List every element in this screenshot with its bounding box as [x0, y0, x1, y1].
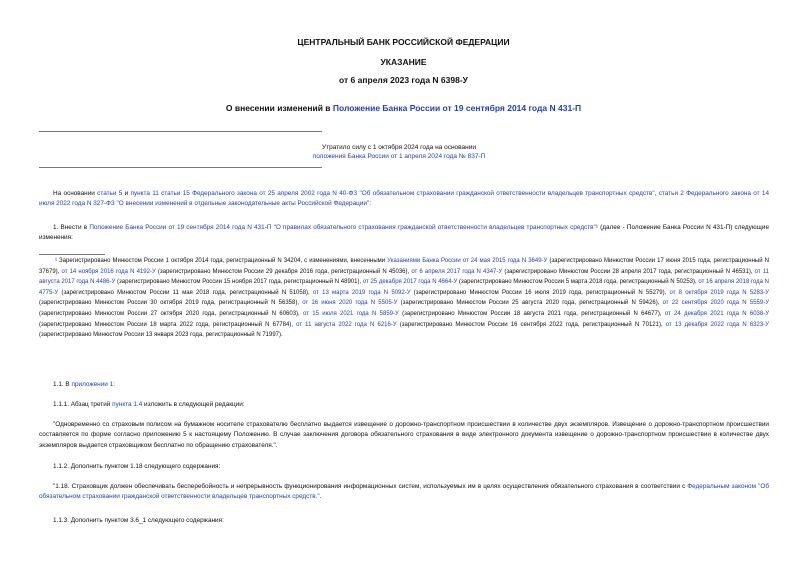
text: (зарегистрировано Минюстом России 28 апреля 2017 года, регистрационный N 46531),: [502, 268, 755, 275]
act-link[interactable]: от 11 августа 2017 года N 4486-У: [39, 268, 769, 286]
act-link[interactable]: от 6 апреля 2017 года N 4347-У: [411, 268, 503, 275]
preamble-paragraph: [39, 189, 769, 210]
paragraph-1: [39, 223, 769, 244]
text: На основании: [53, 190, 98, 197]
appendix-link[interactable]: приложении 1: [71, 381, 114, 388]
act-link[interactable]: от 22 сентября 2020 года N 5559-У: [662, 300, 770, 307]
text: (зарегистрировано Минюстом России 11 мая 2018 года, регистрационный N 51058),: [58, 289, 313, 296]
act-link[interactable]: от 8 октября 2019 года N 5283-У: [669, 289, 769, 296]
text: (зарегистрировано Минюстом России 16 сентября 2022 года, регистрационный N 70121),: [396, 321, 666, 328]
text: 1. Внести в: [53, 224, 90, 231]
text: (зарегистрировано Минюстом России 15 ноября 2017 года, регистрационный N 48901),: [115, 279, 363, 286]
act-link[interactable]: Указаниями Банка России от 24 мая 2015 года N 3649-У: [387, 258, 548, 264]
text: :: [113, 381, 115, 388]
regulation-link[interactable]: Положение Банка России от 19 сентября 2014 года N 431-П "О правилах обязательного страхования гражданской ответственности владельцев транспортных средств": [89, 224, 596, 231]
footnote-1: [39, 256, 769, 341]
status-note: [39, 143, 759, 161]
law-link[interactable]: Федеральным законом "Об обязательном страховании гражданской ответственности владельцев транспортных средств.": [39, 483, 769, 501]
paragraph-1-1-2: 1.1.2. Дополнить пунктом 1.18 следующего содержания:: [53, 463, 221, 470]
paragraph-1-1: [39, 380, 769, 390]
act-link[interactable]: от 16 апреля 2018 года N 4775-У: [39, 279, 769, 296]
clause-link[interactable]: пункта 1.4: [112, 401, 143, 408]
act-link[interactable]: от 15 июля 2021 года N 5859-У: [303, 310, 399, 317]
doc-title-link[interactable]: Положение Банка России от 19 сентября 2014 года N 431-П: [332, 103, 582, 113]
text: (зарегистрировано Минюстом России 18 августа 2021 года, регистрационный N 64677),: [398, 310, 665, 317]
org-name: ЦЕНТРАЛЬНЫЙ БАНК РОССИЙСКОЙ ФЕДЕРАЦИИ: [297, 37, 510, 47]
text: изложить в следующей редакции:: [142, 401, 245, 408]
doc-title: [0, 103, 807, 113]
text: ¹ Зарегистрировано Минюстом России 1 октября 2014 года, регистрационный N 34204, с изменениями, внесенными: [55, 258, 388, 264]
text: :: [369, 200, 372, 208]
text: (зарегистрировано Минюстом России 29 декабря 2016 года, регистрационный N 45036),: [155, 268, 412, 275]
text: (зарегистрировано Минюстом России 17 июня 2015 года, регистрационный N 37679),: [39, 258, 769, 275]
doc-type: УКАЗАНИЕ: [380, 57, 427, 67]
text: и: [122, 190, 131, 197]
text: (зарегистрировано Минюстом России 30 октября 2019 года, регистрационный N 56358),: [39, 300, 303, 307]
quote-paragraph-1: "Одновременно со страховым полисом на бумажном носителе страхователю бесплатно выдается извещение о дорожно-транспортном происшествии в количестве двух экземпляров. Извещение о дорожно-транспортном происшествии составляется по форме согласно приложению 5 к настоящему Положению. В случае заключения договора обязательного страхования в виде электронного документа извещение о дорожно-транспортном происшествии в количестве двух экземпляров выдается страховщиком бесплатно по обращению страхователя.".: [39, 421, 769, 449]
text: (зарегистрировано Минюстом России 13 января 2023 года, регистрационный N 71997).: [39, 332, 283, 339]
text: (зарегистрировано Минюстом России 25 августа 2020 года, регистрационный N 59426),: [397, 300, 663, 307]
status-line-2-link[interactable]: положения Банка России от 1 апреля 2024 года № 837-П: [312, 153, 486, 160]
act-link[interactable]: от 24 декабря 2021 года N 6038-У: [664, 310, 770, 317]
act-link[interactable]: от 16 июня 2020 года N 5505-У: [302, 300, 398, 307]
act-link[interactable]: от 25 декабря 2017 года N 4664-У: [362, 279, 458, 286]
act-link[interactable]: от 11 августа 2022 года N 6216-У: [296, 321, 397, 328]
divider-bottom: [39, 167, 322, 168]
act-link[interactable]: от 13 марта 2019 года N 5092-У: [312, 289, 411, 296]
text: 1.1.1. Абзац третий: [53, 401, 113, 408]
paragraph-1-1-3: 1.1.3. Дополнить пунктом 3.6_1 следующего содержания:: [53, 517, 224, 524]
text: (зарегистрировано Минюстом России 5 марта 2018 года, регистрационный N 50253),: [457, 279, 699, 286]
text: 1.1. В: [53, 381, 72, 388]
footnote-divider: [39, 254, 105, 255]
paragraph-1-1-1: [39, 400, 769, 410]
law-link[interactable]: пункта 11 статьи 15 Федерального закона от 25 апреля 2002 года N 40-ФЗ "Об обязательном страховании гражданской ответственности владельцев транспортных средств": [130, 190, 655, 197]
status-line-1: Утратило силу с 1 октября 2024 года на основании: [321, 144, 477, 151]
text: (зарегистрировано Минюстом России 27 октября 2020 года, регистрационный N 60603),: [39, 310, 304, 317]
doc-title-prefix: О внесении изменений в: [225, 103, 333, 113]
text: (зарегистрировано Минюстом России 16 июля 2019 года, регистрационный N 55279),: [410, 289, 670, 296]
text: (зарегистрировано Минюстом России 18 марта 2022 года, регистрационный N 67784),: [39, 321, 297, 328]
quote-paragraph-2: [39, 482, 769, 503]
law-link[interactable]: статьи 5: [97, 190, 123, 197]
text: "1.18. Страховщик должен обеспечивать бесперебойность и непрерывность функционирования информационных систем, используемых им в целях осуществления обязательного страхования в соответствии с: [53, 483, 688, 490]
law-link[interactable]: статьи 2 Федерального закона от 14 июля 2022 года N 327-ФЗ "О внесении изменений в отдельные законодательные акты Российской Федерации": [39, 190, 769, 208]
act-link[interactable]: от 14 ноября 2016 года N 4192-У: [61, 268, 156, 275]
text: ,: [654, 190, 659, 197]
act-link[interactable]: от 13 декабря 2022 года N 6323-У: [665, 321, 769, 328]
text: .: [319, 493, 322, 501]
text: ¹ (далее - Положение Банка России N 431-П) следующие изменения:: [39, 224, 769, 242]
divider-top: [39, 131, 322, 132]
doc-date-number: от 6 апреля 2023 года N 6398-У: [339, 75, 468, 85]
